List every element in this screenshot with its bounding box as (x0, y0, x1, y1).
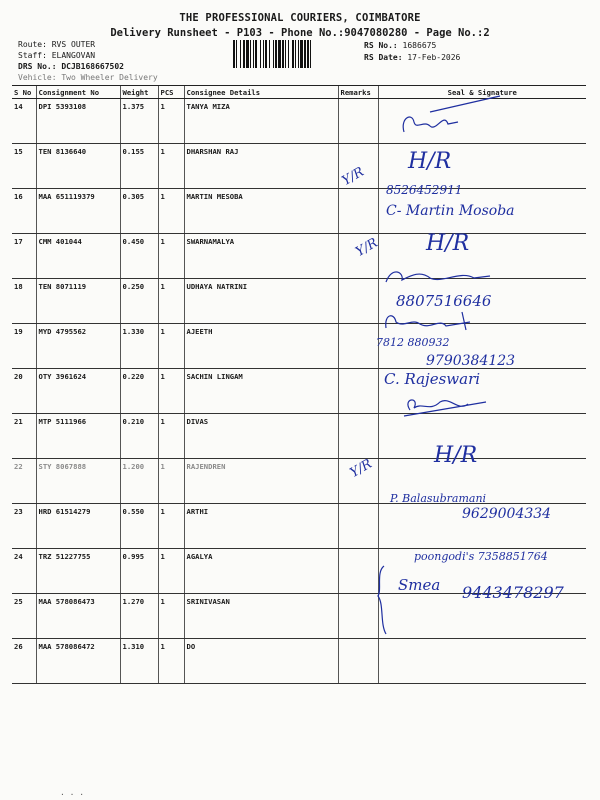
cell-consignee: ARTHI (184, 504, 338, 549)
table-header-row (12, 86, 586, 99)
cell-signature (378, 99, 586, 144)
cell-pcs: 1 (158, 99, 184, 144)
cell-remarks (338, 99, 378, 144)
cell-sno: 26 (12, 639, 36, 684)
cell-remarks (338, 279, 378, 324)
note-row-25: poongodi's 7358851764 (414, 550, 548, 563)
cell-consignment: TRZ 51227755 (36, 549, 120, 594)
cell-consignment: STY 8067888 (36, 459, 120, 504)
cell-pcs: 1 (158, 279, 184, 324)
cell-sno: 15 (12, 144, 36, 189)
name-row-25: Smea (398, 576, 441, 594)
cell-consignee: DHARSHAN RAJ (184, 144, 338, 189)
company-name: THE PROFESSIONAL COURIERS, COIMBATORE (179, 12, 421, 24)
phone-row-20: 9790384123 (426, 353, 516, 369)
cell-remarks (338, 504, 378, 549)
staff-value: ELANGOVAN (51, 51, 96, 60)
cell-consignee: TANYA MIZA (184, 99, 338, 144)
table-row (12, 504, 586, 549)
col-sno: S No (12, 86, 36, 99)
cell-pcs: 1 (158, 639, 184, 684)
cell-pcs: 1 (158, 549, 184, 594)
cell-consignee: AJEETH (184, 324, 338, 369)
cell-consignee: AGALYA (184, 549, 338, 594)
cell-consignment: TEN 8136640 (36, 144, 120, 189)
route-value: RVS OUTER (51, 40, 96, 49)
name-row-16: C- Martin Mosoba (386, 203, 515, 219)
cell-consignee: SRINIVASAN (184, 594, 338, 639)
cell-signature (378, 459, 586, 504)
col-remarks: Remarks (338, 86, 378, 99)
cell-pcs: 1 (158, 324, 184, 369)
staff-line (18, 51, 95, 60)
drs-value: DCJB168667502 (61, 62, 124, 71)
cell-consignment: HRD 61514279 (36, 504, 120, 549)
cell-consignee: DO (184, 639, 338, 684)
remark-row-17: Y/R (353, 235, 381, 260)
cell-consignee: MARTIN MESOBA (184, 189, 338, 234)
table-row (12, 369, 586, 414)
cell-sno: 22 (12, 459, 36, 504)
cell-consignee: DIVAS (184, 414, 338, 459)
cell-weight: 1.200 (120, 459, 158, 504)
staff-label: Staff: (18, 51, 47, 60)
cell-signature (378, 549, 586, 594)
cell-remarks (338, 594, 378, 639)
drs-label: DRS No.: (18, 62, 57, 71)
cell-remarks (338, 459, 378, 504)
remark-row-22: Y/R (347, 456, 375, 481)
cell-weight: 0.450 (120, 234, 158, 279)
cell-signature (378, 279, 586, 324)
cell-signature (378, 369, 586, 414)
cell-remarks (338, 234, 381, 279)
table-row (12, 144, 586, 189)
cell-remarks (338, 369, 378, 414)
cell-weight: 0.995 (120, 549, 158, 594)
cell-weight: 1.310 (120, 639, 158, 684)
col-signature: Seal & Signature (378, 86, 586, 99)
cell-remarks (338, 189, 378, 234)
cell-consignee: SACHIN LINGAM (184, 369, 338, 414)
cell-consignment: TEN 8071119 (36, 279, 120, 324)
cell-consignment: MTP 5111966 (36, 414, 120, 459)
table-row (12, 324, 586, 369)
cell-sno: 24 (12, 549, 36, 594)
route-label: Route: (18, 40, 47, 49)
cell-pcs: 1 (158, 234, 184, 279)
cell-sno: 21 (12, 414, 36, 459)
cell-signature (378, 144, 586, 189)
cell-sno: 23 (12, 504, 36, 549)
cell-signature (378, 189, 586, 234)
rs-no-label: RS No.: (364, 41, 398, 50)
cell-pcs: 1 (158, 594, 184, 639)
drs-line (18, 62, 124, 71)
cell-consignment: MAA 578086473 (36, 594, 120, 639)
cell-pcs: 1 (158, 369, 184, 414)
col-consignment: Consignment No (36, 86, 120, 99)
cell-sno: 19 (12, 324, 36, 369)
hr-row-15: H/R (408, 149, 452, 174)
cell-sno: 25 (12, 594, 36, 639)
cell-consignee: RAJENDREN (184, 459, 338, 504)
vehicle-value: Two Wheeler Delivery (61, 73, 158, 82)
phone-row-25: 9443478297 (462, 583, 564, 602)
cell-pcs: 1 (158, 414, 184, 459)
hr-row-22: H/R (434, 443, 478, 468)
cell-consignment: MYD 4795562 (36, 324, 120, 369)
rs-no-value: 1686675 (402, 41, 437, 50)
cell-pcs: 1 (158, 459, 184, 504)
table-row (12, 414, 586, 459)
cell-sno: 14 (12, 99, 36, 144)
cell-consignment: OTY 3961624 (36, 369, 120, 414)
cell-sno: 20 (12, 369, 36, 414)
cell-signature (378, 504, 586, 549)
cell-sno: 18 (12, 279, 36, 324)
cell-signature (378, 594, 586, 639)
cell-weight: 0.550 (120, 504, 158, 549)
col-consignee: Consignee Details (184, 86, 338, 99)
cell-sno: 16 (12, 189, 36, 234)
cell-remarks (338, 639, 378, 684)
cell-weight: 1.330 (120, 324, 158, 369)
cell-consignment: MAA 651119379 (36, 189, 120, 234)
table-row (12, 459, 586, 504)
table-row (12, 639, 586, 684)
col-pcs: PCS (158, 86, 184, 99)
cell-weight: 0.210 (120, 414, 158, 459)
cell-weight: 0.250 (120, 279, 158, 324)
runsheet-table (12, 85, 586, 684)
table-row (12, 189, 586, 234)
phone-row-23: 9629004334 (462, 506, 552, 522)
cell-consignee: SWARNAMALYA (184, 234, 338, 279)
cell-remarks (338, 324, 378, 369)
rs-no-line (364, 41, 436, 50)
cell-remarks (338, 414, 378, 459)
cell-pcs: 1 (158, 189, 184, 234)
remark-row-15: Y/R (339, 164, 367, 189)
hr-row-17: H/R (426, 231, 470, 256)
name-row-23: P. Balasubramani (390, 492, 487, 505)
table-row (12, 549, 586, 594)
col-weight: Weight (120, 86, 158, 99)
cell-weight: 0.305 (120, 189, 158, 234)
route-line (18, 40, 95, 49)
cell-weight: 1.375 (120, 99, 158, 144)
cell-remarks (338, 549, 378, 594)
vehicle-label: Vehicle: (18, 73, 57, 82)
cell-pcs: 1 (158, 144, 184, 189)
phone-row-16: 8526452911 (386, 183, 463, 197)
cell-remarks (338, 144, 378, 189)
cell-sno: 17 (12, 234, 36, 279)
rs-date-line (364, 53, 460, 62)
runsheet-title: Delivery Runsheet - P103 - Phone No.:9047080280 - Page No.:2 (110, 27, 490, 39)
phone-row-19: 7812 880932 (376, 336, 450, 349)
phone-row-18: 8807516646 (396, 292, 492, 310)
name-row-20: C. Rajeswari (384, 370, 481, 388)
cell-consignment: MAA 578086472 (36, 639, 120, 684)
cell-signature (378, 414, 586, 459)
rs-date-label: RS Date: (364, 53, 403, 62)
cell-signature (378, 234, 586, 279)
cell-weight: 0.220 (120, 369, 158, 414)
rs-date-value: 17-Feb-2026 (407, 53, 461, 62)
vehicle-line (18, 73, 158, 82)
cell-consignee: UDHAYA NATRINI (184, 279, 338, 324)
table-row (12, 279, 586, 324)
cell-pcs: 1 (158, 504, 184, 549)
cell-signature (378, 639, 586, 684)
barcode (233, 40, 358, 68)
table-row (12, 99, 586, 144)
scan-marks: · · · (60, 790, 85, 799)
cell-signature (378, 324, 586, 369)
cell-consignment: DPI 5393108 (36, 99, 120, 144)
cell-weight: 0.155 (120, 144, 158, 189)
cell-consignment: CMM 401044 (36, 234, 120, 279)
table-row (12, 594, 586, 639)
cell-weight: 1.270 (120, 594, 158, 639)
table-row (12, 234, 586, 279)
